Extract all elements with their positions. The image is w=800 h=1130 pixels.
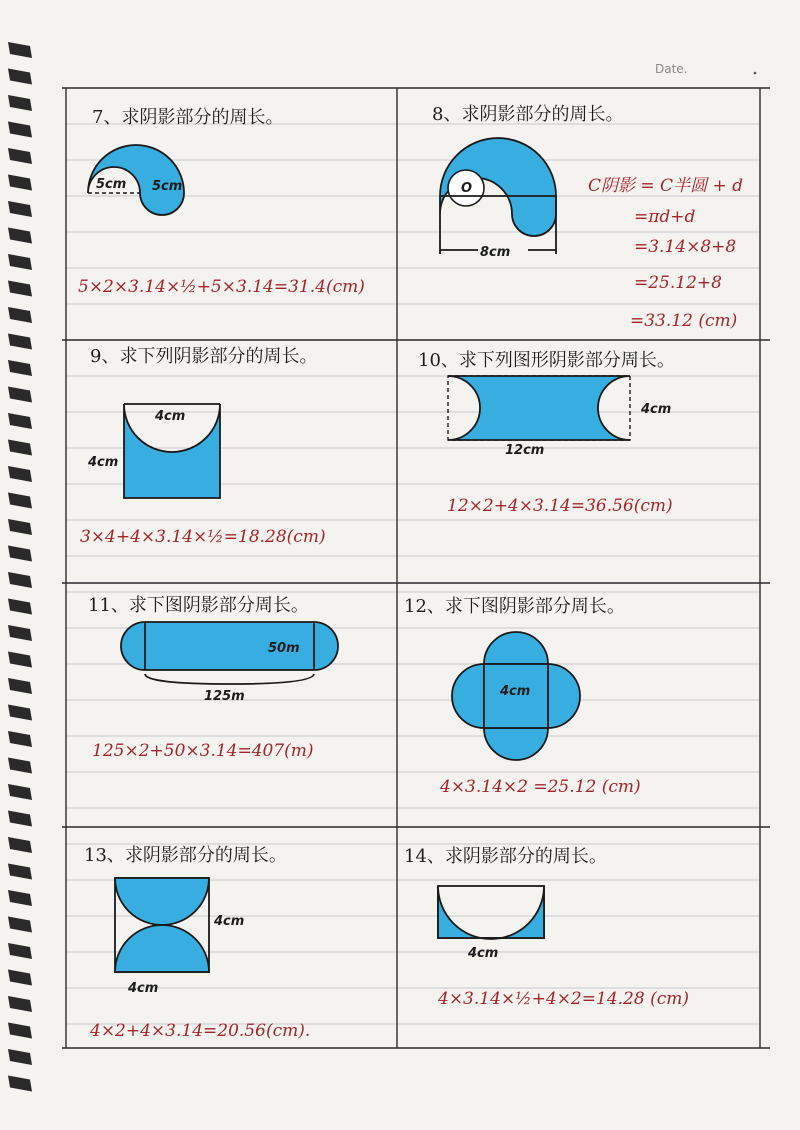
problem-title: 12、求下图阴影部分周长。: [404, 596, 625, 617]
spiral-ring: [8, 811, 32, 827]
answer-line: 4×3.14×2 =25.12 (cm): [440, 777, 641, 797]
dot-mark: [754, 72, 757, 75]
problem-title: 13、求阴影部分的周长。: [84, 845, 287, 866]
spiral-ring: [8, 890, 32, 906]
answer-line: 3×4+4×3.14×½=18.28(cm): [80, 527, 326, 547]
hourglass-bottom: [115, 925, 209, 972]
rectangle-minus-semicircles: [448, 376, 630, 440]
spiral-ring: [8, 758, 32, 774]
dimension-label: 4cm: [155, 409, 186, 424]
spiral-ring: [8, 1023, 32, 1039]
spiral-ring: [8, 387, 32, 403]
problem-13: [84, 845, 310, 1041]
spiral-ring: [8, 519, 32, 535]
dimension-label: 8cm: [480, 245, 511, 260]
spiral-ring: [8, 625, 32, 641]
spiral-ring: [8, 864, 32, 880]
problem-title: 10、求下列图形阴影部分周长。: [418, 350, 675, 371]
dimension-label: 4cm: [88, 455, 119, 470]
spiral-ring: [8, 281, 32, 297]
spiral-ring: [8, 546, 32, 562]
problem-title: 8、求阴影部分的周长。: [432, 104, 624, 125]
spiral-ring: [8, 228, 32, 244]
spiral-ring: [8, 837, 32, 853]
spiral-ring: [8, 678, 32, 694]
problem-title: 9、求下列阴影部分的周长。: [90, 346, 318, 367]
dimension-label: 5cm: [152, 179, 183, 194]
brace: [145, 674, 314, 684]
spiral-ring: [8, 572, 32, 588]
dimension-label: 125m: [204, 689, 245, 704]
spiral-ring: [8, 731, 32, 747]
problem-8: [432, 104, 743, 331]
spiral-ring: [8, 652, 32, 668]
center-label: O: [461, 181, 473, 196]
dimension-label: 4cm: [468, 946, 499, 961]
problem-14: [404, 846, 689, 1009]
answer-line: 12×2+4×3.14=36.56(cm): [447, 496, 673, 516]
spiral-ring: [8, 122, 32, 138]
dimension-label: 5cm: [96, 177, 127, 192]
spiral-ring: [8, 917, 32, 933]
answer-line: 5×2×3.14×½+5×3.14=31.4(cm): [78, 277, 365, 297]
problem-10: [418, 350, 675, 516]
spiral-ring: [8, 42, 32, 58]
spiral-ring: [8, 440, 32, 456]
rectangle-minus-semicircle: [438, 886, 544, 939]
problem-12: [404, 596, 641, 797]
problem-title: 11、求下图阴影部分周长。: [88, 595, 309, 616]
dimension-label: 4cm: [128, 981, 159, 996]
track-shape: [121, 622, 338, 670]
spiral-ring: [8, 360, 32, 376]
spiral-ring: [8, 95, 32, 111]
dimension-label: 4cm: [500, 684, 531, 699]
spiral-ring: [8, 705, 32, 721]
answer-line: =25.12+8: [634, 273, 722, 293]
answer-line: =πd+d: [634, 207, 696, 227]
answer-line: =33.12 (cm): [630, 311, 738, 331]
spiral-ring: [8, 69, 32, 85]
answer-line: 4×3.14×½+4×2=14.28 (cm): [438, 989, 689, 1009]
spiral-ring: [8, 175, 32, 191]
spiral-ring: [8, 970, 32, 986]
dimension-label: 4cm: [641, 402, 672, 417]
answer-line: 4×2+4×3.14=20.56(cm).: [90, 1021, 311, 1041]
spiral-ring: [8, 1076, 32, 1092]
problem-title: 14、求阴影部分的周长。: [404, 846, 607, 867]
spiral-ring: [8, 334, 32, 350]
problem-title: 7、求阴影部分的周长。: [92, 107, 284, 128]
spiral-ring: [8, 784, 32, 800]
spiral-ring: [8, 254, 32, 270]
spiral-ring: [8, 1049, 32, 1065]
answer-line: =3.14×8+8: [634, 237, 737, 257]
spiral-ring: [8, 943, 32, 959]
spiral-ring: [8, 413, 32, 429]
spiral-ring: [8, 466, 32, 482]
dimension-label: 4cm: [214, 914, 245, 929]
spiral-ring: [8, 599, 32, 615]
spiral-ring: [8, 148, 32, 164]
answer-line: 125×2+50×3.14=407(m): [92, 741, 314, 761]
answer-line: C阴影 = C半圆 + d: [588, 176, 744, 196]
spiral-ring: [8, 307, 32, 323]
spiral-ring: [8, 201, 32, 217]
date-label: Date.: [655, 62, 688, 76]
dimension-label: 50m: [268, 641, 300, 656]
spiral-ring: [8, 493, 32, 509]
hourglass-top: [115, 878, 209, 925]
spiral-binding: [8, 42, 32, 1092]
dimension-label: 12cm: [505, 443, 545, 458]
spiral-ring: [8, 996, 32, 1012]
